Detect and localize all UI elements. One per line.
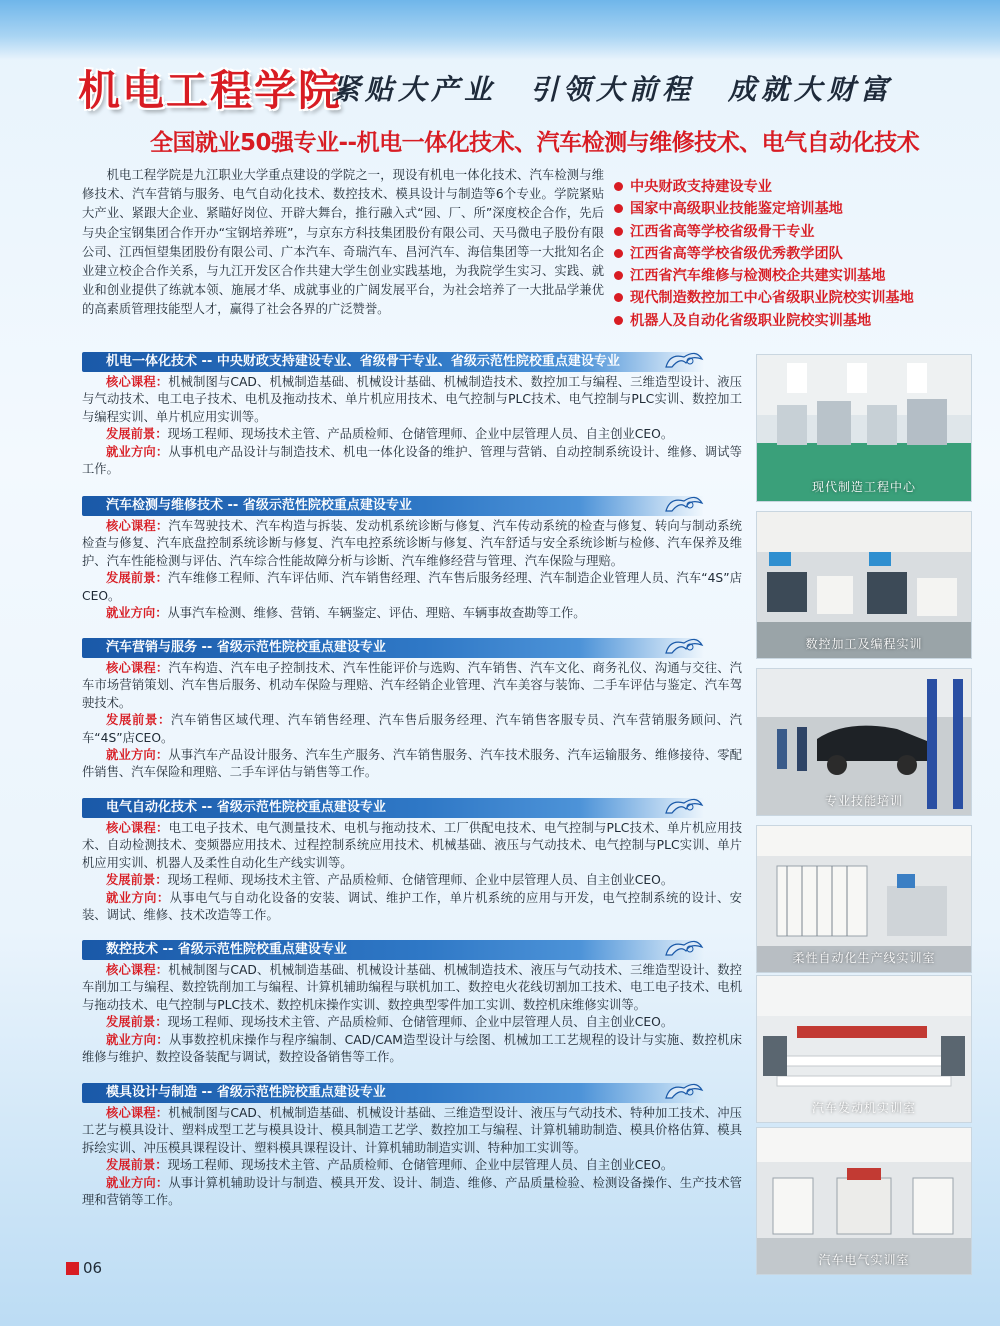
bullet-icon xyxy=(614,293,623,302)
honor-item: 国家中高级职业技能鉴定培训基地 xyxy=(614,198,914,220)
page-number: 06 xyxy=(66,1259,102,1277)
prospects: 发展前景：现场工程师、现场技术主管、产品质检师、仓储管理师、企业中层管理人员、自主创业CEO。 xyxy=(106,1015,674,1030)
cloud-swirl-icon xyxy=(660,1078,708,1106)
honor-item: 现代制造数控加工中心省级职业院校实训基地 xyxy=(614,287,914,309)
program-section-auto-repair xyxy=(82,496,742,622)
cloud-swirl-icon xyxy=(660,491,708,519)
prospects: 发展前景：现场工程师、现场技术主管、产品质检师、仓储管理师、企业中层管理人员、自主创业CEO。 xyxy=(106,1158,674,1173)
program-section-electrical-automation xyxy=(82,798,742,924)
photo-caption: 专业技能培训 xyxy=(824,794,903,808)
career-direction: 就业方向：从事汽车产品设计服务、汽车生产服务、汽车销售服务、汽车技术服务、汽车运输服务、维修接待、零配件销售、汽车保险和理赔、二手车评估与销售等工作。 xyxy=(82,748,742,780)
core-courses: 核心课程：汽车构造、汽车电子控制技术、汽车性能评价与选购、汽车销售、汽车文化、商务礼仪、沟通与交往、汽车市场营销策划、汽车售后服务、机动车保险与理赔、汽车经销企业管理、汽车美容与装饰、二手车评估与鉴定、汽车驾驶技术。 xyxy=(82,661,742,710)
program-title: 数控技术 -- 省级示范性院校重点建设专业 xyxy=(106,942,347,957)
photo-caption: 汽车发动机实训室 xyxy=(811,1101,916,1115)
program-header xyxy=(82,496,704,516)
core-courses: 核心课程：机械制图与CAD、机械制造基础、机械设计基础、机械制造技术、液压与气动技术、三维造型设计、数控车削加工与编程、数控铣削加工与编程、计算机辅助编程与联机加工、数控电火花线切割加工技术、电工电子技术、电机与拖动技术、电气控制与PLC技术、数控机床操作实训、数控典型零件加工实训、数控机床维修实训等。 xyxy=(82,963,742,1012)
college-slogan: 紧贴大产业 引领大前程 成就大财富 xyxy=(332,73,894,106)
page-marker-icon xyxy=(66,1262,79,1275)
photo-manufacturing-center xyxy=(756,354,972,502)
photo-caption: 数控加工及编程实训 xyxy=(805,637,923,651)
bullet-icon xyxy=(614,204,623,213)
bullet-icon xyxy=(614,271,623,280)
program-title: 模具设计与制造 -- 省级示范性院校重点建设专业 xyxy=(106,1085,386,1100)
career-direction: 就业方向：从事机电产品设计与制造技术、机电一体化设备的维护、管理与营销、自动控制系统设计、维修、调试等工作。 xyxy=(82,444,742,477)
program-header xyxy=(82,940,704,960)
intro-paragraph: 机电工程学院是九江职业大学重点建设的学院之一，现设有机电一体化技术、汽车检测与维修技术、汽车营销与服务、电气自动化技术、数控技术、模具设计与制造等6个专业。学院紧贴大产业、紧跟大企业、紧瞄好岗位、开辟大舞台，推行融入式“园、厂、所”深度校企合作，先后与央企宝钢集团合作开办“宝钢培养班”，与京东方科技集团股份有限公司、天马微电子股份有限公司、江西恒望集团股份有限公司、广本汽车、奇瑞汽车、昌河汽车、海信集团等一大批知名企业建立校企合作关系，与九江开发区合作共建大学生创业实践基地，为我院学生实习、实践、就业和创业提供了练就本领、施展才华、成就事业的广阔发展平台，为社会培养了一大批品学兼优的高素质管理技能型人才，赢得了社会各界的广泛赞誉。 xyxy=(82,168,604,317)
cloud-swirl-icon xyxy=(660,633,708,661)
photo-skills-training xyxy=(756,668,972,816)
program-title: 汽车检测与维修技术 -- 省级示范性院校重点建设专业 xyxy=(106,498,412,513)
photo-electrical-lab xyxy=(756,1127,972,1275)
honor-item: 江西省汽车维修与检测校企共建实训基地 xyxy=(614,265,914,287)
program-header xyxy=(82,638,704,658)
photo-cnc-training xyxy=(756,511,972,659)
honor-item: 江西省高等学校省级优秀教学团队 xyxy=(614,243,914,265)
prospects: 发展前景：汽车销售区域代理、汽车销售经理、汽车售后服务经理、汽车销售客服专员、汽车营销服务顾问、汽车“4S”店CEO。 xyxy=(82,713,742,745)
photo-caption: 现代制造工程中心 xyxy=(811,480,916,494)
program-title: 汽车营销与服务 -- 省级示范性院校重点建设专业 xyxy=(106,640,386,655)
program-title: 机电一体化技术 -- 中央财政支持建设专业、省级骨干专业、省级示范性院校重点建设专业 xyxy=(106,354,620,369)
career-direction: 就业方向：从事计算机辅助设计与制造、模具开发、设计、制造、维修、产品质量检验、检测设备操作、生产技术管理和营销等工作。 xyxy=(82,1175,742,1208)
core-courses: 核心课程：汽车驾驶技术、汽车构造与拆装、发动机系统诊断与修复、汽车传动系统的检查与修复、转向与制动系统检查与修复、汽车底盘控制系统诊断与修复、汽车电控系统诊断与修复、汽车舒适与安全系统诊断与检修、汽车保养及维护、汽车性能检测与评估、汽车综合性能故障分析与诊断、汽车维修经营与管理、汽车保险与理赔。 xyxy=(82,519,742,568)
program-section-mold-design xyxy=(82,1083,742,1209)
photo-engine-lab xyxy=(756,975,972,1123)
college-title: 机电工程学院 xyxy=(78,66,343,115)
program-section-mechatronics xyxy=(82,352,742,478)
program-section-cnc xyxy=(82,940,742,1066)
program-header xyxy=(82,1083,704,1103)
core-courses: 核心课程：机械制图与CAD、机械制造基础、机械设计基础、机械制造技术、数控加工与编程、三维造型设计、液压与气动技术、电工电子技术、电机及拖动技术、单片机应用技术、电气控制与PLC技术、电气控制与PLC实训、数控加工与编程实训、单片机应用实训等。 xyxy=(82,375,742,424)
career-direction: 就业方向：从事数控机床操作与程序编制、CAD/CAM造型设计与绘图、机械加工工艺规程的设计与实施、数控机床维修与维护、数控设备装配与调试，数控设备销售等工作。 xyxy=(82,1032,742,1065)
honors-list xyxy=(614,176,914,332)
honor-item: 机器人及自动化省级职业院校实训基地 xyxy=(614,310,914,332)
core-courses: 核心课程：电工电子技术、电气测量技术、电机与拖动技术、工厂供配电技术、电气控制与PLC技术、单片机应用技术、自动检测技术、变频器应用技术、过程控制系统应用技术、机械基础、液压与气动技术、电气控制与PLC实训、单片机应用实训、机器人及柔性自动化生产线实训等。 xyxy=(82,821,742,870)
bullet-icon xyxy=(614,182,623,191)
photo-caption: 柔性自动化生产线实训室 xyxy=(792,951,936,965)
program-header xyxy=(82,352,704,372)
career-direction: 就业方向：从事汽车检测、维修、营销、车辆鉴定、评估、理赔、车辆事故查勘等工作。 xyxy=(106,606,586,621)
program-section-auto-marketing xyxy=(82,638,742,782)
program-title: 电气自动化技术 -- 省级示范性院校重点建设专业 xyxy=(106,800,386,815)
bullet-icon xyxy=(614,249,623,258)
prospects: 发展前景：现场工程师、现场技术主管、产品质检师、仓储管理师、企业中层管理人员、自主创业CEO。 xyxy=(106,873,674,888)
photo-flexible-automation xyxy=(756,825,972,973)
prospects: 发展前景：现场工程师、现场技术主管、产品质检师、仓储管理师、企业中层管理人员、自主创业CEO。 xyxy=(106,427,674,442)
prospects: 发展前景：汽车维修工程师、汽车评估师、汽车销售经理、汽车售后服务经理、汽车制造企业管理人员、汽车“4S”店CEO。 xyxy=(82,571,742,603)
honor-item: 江西省高等学校省级骨干专业 xyxy=(614,221,914,243)
photo-caption: 汽车电气实训室 xyxy=(818,1253,910,1267)
cloud-swirl-icon xyxy=(660,793,708,821)
bullet-icon xyxy=(614,227,623,236)
honor-item: 中央财政支持建设专业 xyxy=(614,176,914,198)
cloud-swirl-icon xyxy=(660,935,708,963)
program-header xyxy=(82,798,704,818)
core-courses: 核心课程：机械制图与CAD、机械制造基础、机械设计基础、三维造型设计、液压与气动技术、特种加工技术、冲压工艺与模具设计、塑料成型工艺与模具设计、模具制造工艺学、数控加工与编程、计算机辅助制造、模具价格估算、模具拆绘实训、冲压模具课程设计、塑料模具课程设计、计算机辅助制造实训、特种加工实训等。 xyxy=(82,1106,742,1155)
bullet-icon xyxy=(614,316,623,325)
career-direction: 就业方向：从事电气与自动化设备的安装、调试、维护工作，单片机系统的应用与开发，电气控制系统的设计、安装、调试、维修、技术改造等工作。 xyxy=(82,890,742,923)
cloud-swirl-icon xyxy=(660,347,708,375)
sub-headline: 全国就业50强专业--机电一体化技术、汽车检测与维修技术、电气自动化技术 xyxy=(150,130,920,156)
top-decor-band xyxy=(0,0,1000,60)
